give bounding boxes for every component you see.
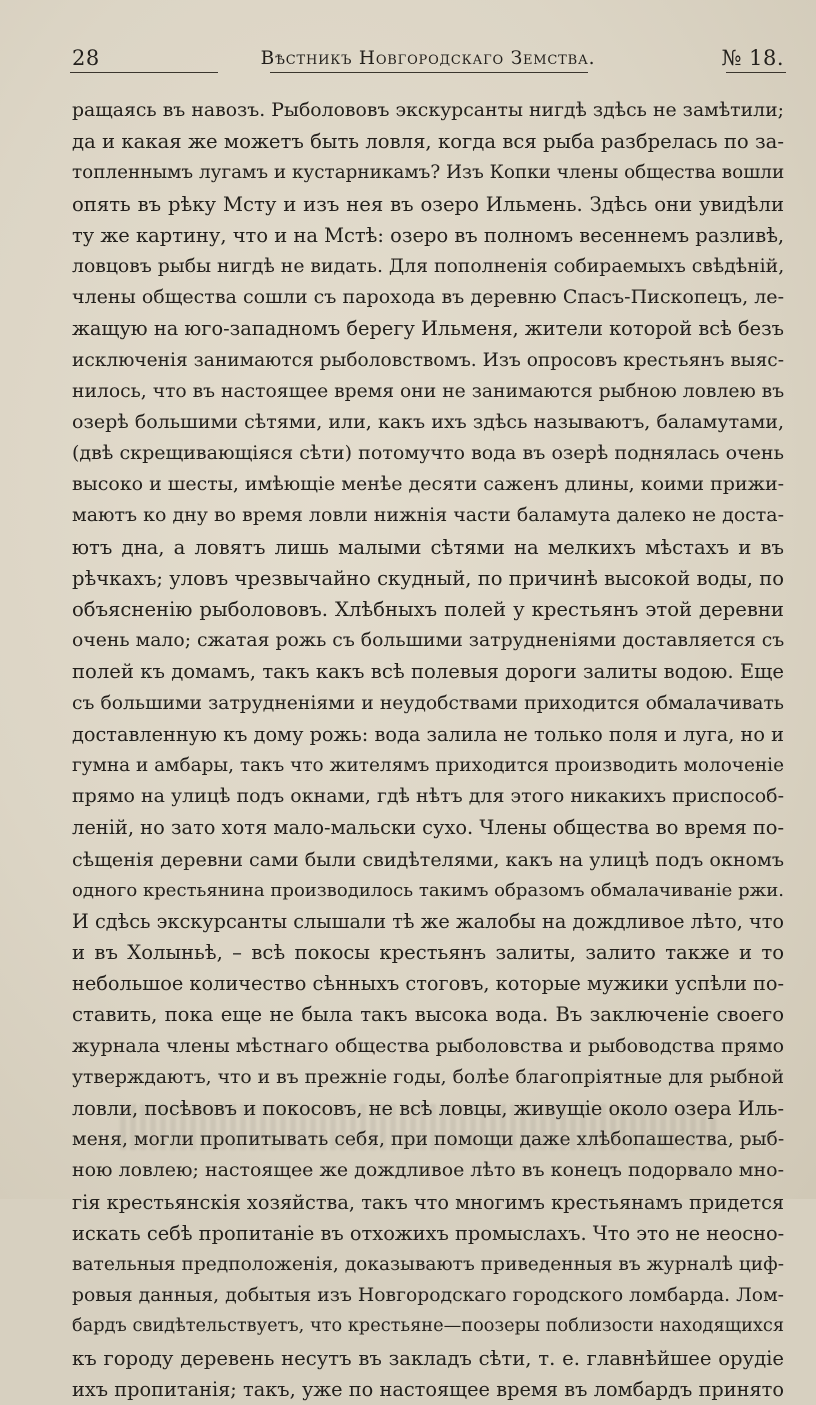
text-line: прямо на улицѣ подъ окнами, гдѣ нѣтъ для этого никакихъ приспособ- [72, 785, 784, 808]
header-rule [70, 72, 218, 73]
text-line: гумна и амбары, такъ что жителямъ приходится производить молоченіе [72, 754, 784, 776]
text-line: журнала члены мѣстнаго общества рыболовства и рыбоводства прямо [72, 1034, 784, 1057]
text-line: къ городу деревень несутъ въ закладъ сѣти, т. е. главнѣйшее орудіе [72, 1346, 784, 1370]
text-line: жащую на юго-западномъ берегу Ильменя, жители которой всѣ безъ [72, 317, 784, 341]
page-number: 28 [72, 46, 100, 70]
show-through-text [120, 1104, 720, 1150]
issue-number: № 18. [721, 46, 784, 70]
text-line: съ большими затрудненіями и неудобствами приходится обмалачивать [72, 692, 784, 714]
text-line: очень мало; сжатая рожь съ большими затрудненіями доставляется съ [72, 630, 785, 652]
journal-title: Вѣстникъ Новгородскаго Земства. [260, 48, 596, 69]
text-line: ною ловлею; настоящее же дождливое лѣто въ конецъ подорвало мно- [72, 1159, 784, 1182]
text-line: утверждаютъ, что и въ прежніе годы, болѣе благопріятные для рыбной [72, 1066, 784, 1088]
text-line: ихъ пропитанія; такъ, уже по настоящее время въ ломбардъ принято [72, 1377, 784, 1401]
text-line: ставить, пока еще не была такъ высока вода. Въ заключеніе своего [72, 1003, 784, 1027]
text-line: члены общества сошли съ парохода въ деревню Спасъ-Пископецъ, ле- [72, 286, 784, 309]
text-line: ютъ дна, а ловятъ лишь малыми сѣтями на мелкихъ мѣстахъ и въ [72, 535, 784, 559]
text-line: гія крестьянскія хозяйства, такъ что многимъ крестьянамъ придется [72, 1190, 785, 1214]
header-rule [726, 72, 786, 73]
text-line: ровыя данныя, добытыя изъ Новгородскаго городского ломбарда. Лом- [72, 1285, 784, 1307]
text-line: бардъ свидѣтельствуетъ, что крестьяне—поозеры поблизости находящихся [72, 1316, 784, 1337]
text-line: полей къ домамъ, такъ какъ всѣ полевыя дороги залиты водою. Еще [72, 660, 784, 684]
text-line: одного крестьянина производилось такимъ образомъ обмалачиваніе ржи. [72, 879, 784, 901]
text-line: небольшое количество сѣнныхъ стоговъ, которые мужики успѣли по- [72, 972, 784, 996]
text-line: леній, но зато хотя мало-мальски сухо. Члены общества во время по- [72, 816, 784, 840]
text-line: вательныя предположенія, доказываютъ приведенныя въ журналѣ циф- [72, 1253, 785, 1275]
text-line: меня, могли пропитывать себя, при помощи даже хлѣбопашества, рыб- [72, 1129, 785, 1151]
text-line: (двѣ скрещивающіяся сѣти) потомучто вода въ озерѣ поднялась очень [72, 442, 784, 465]
text-line: искать себѣ пропитаніе въ отхожихъ промыслахъ. Что это не неосно- [72, 1221, 785, 1245]
text-line: опять въ рѣку Мсту и изъ нея въ озеро Ильмень. Здѣсь они увидѣли [72, 192, 784, 216]
text-line: И сдѣсь экскурсанты слышали тѣ же жалобы на дождливое лѣто, что [72, 909, 784, 933]
text-line: рѣчкахъ; уловъ чрезвычайно скудный, по причинѣ высокой воды, по [72, 566, 784, 590]
text-line: маютъ ко дну во время ловли нижнія части баламута далеко не доста- [72, 504, 784, 527]
text-line: исключенія занимаются рыболовствомъ. Изъ опросовъ крестьянъ выяс- [72, 349, 784, 371]
text-line: доставленную къ дому рожь: вода залила не только поля и луга, но и [72, 722, 784, 746]
text-line: ловцовъ рыбы нигдѣ не видать. Для пополненія собираемыхъ свѣдѣній, [72, 255, 785, 277]
body-text [72, 95, 784, 1405]
text-line: сѣщенія деревни сами были свидѣтелями, какъ на улицѣ подъ окномъ [72, 847, 784, 871]
text-line: ловли, посѣвовъ и покосовъ, не всѣ ловцы, живущіе около озера Иль- [72, 1097, 784, 1120]
text-line: топленнымъ лугамъ и кустарникамъ? Изъ Копки члены общества вошли [72, 162, 785, 184]
text-line: ращаясь въ навозъ. Рыболововъ экскурсанты нигдѣ здѣсь не замѣтили; [72, 100, 784, 121]
text-line: высоко и шесты, имѣющіе менѣе десяти саженъ длины, коими прижи- [72, 473, 785, 496]
text-line: да и какая же можетъ быть ловля, когда вся рыба разбрелась по за- [72, 130, 784, 154]
text-line: ту же картину, что и на Мстѣ: озеро въ полномъ весеннемъ разливѣ, [72, 223, 785, 247]
header-rule [270, 72, 588, 73]
text-line: нилось, что въ настоящее время они не занимаются рыбною ловлею въ [72, 380, 785, 402]
text-line: и въ Холыньѣ, – всѣ покосы крестьянъ залиты, залито также и то [72, 941, 784, 965]
text-line: озерѣ большими сѣтями, или, какъ ихъ здѣсь называютъ, баламутами, [72, 410, 784, 433]
text-line: объясненію рыболововъ. Хлѣбныхъ полей у крестьянъ этой деревни [72, 598, 784, 621]
